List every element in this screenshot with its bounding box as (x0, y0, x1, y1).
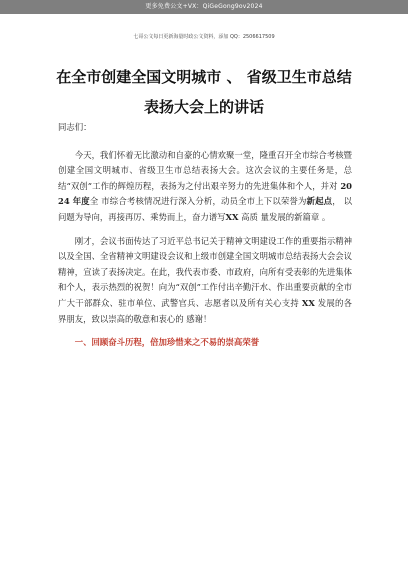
top-banner: 更多免费公文+VX：QiGeGong9ov2024 (0, 0, 408, 14)
p1-text-1: 今天，我们怀着无比激动和自豪的心情欢聚一堂，隆重召开全市综合考核暨创建全国文明城市、省级卫生市总结表扬大会。这次会议的主要任务是，总结“双创”工作的辉煌历程，表扬为之付出艰辛努力的先进集体和个人，并对 (58, 149, 352, 191)
p1-text-3: ， 以问题为导向，再接再厉、乘势而上，奋力谱写 (58, 196, 352, 222)
document-body (58, 120, 352, 351)
p1-start: 新起点 (306, 196, 333, 207)
p1-text-4: 高质 量发展的新篇章 。 (238, 211, 331, 222)
title-line-2: 表扬大会上的讲话 (143, 98, 264, 116)
p1-text-2: 全 市综合考核情况进行深入分析，动员全市上下以荣誉为 (89, 196, 307, 207)
p1-xx: XX (225, 211, 239, 222)
salutation: 同志们： (58, 122, 92, 132)
title-line-1: 在全市创建全国文明城市 、 省级卫生市总结 (56, 68, 352, 86)
document-title (30, 62, 378, 122)
paragraph-1 (58, 148, 352, 226)
p2-text-2: 发展的各界朋友，致以崇高的敬意和衷心的 感谢！ (58, 297, 352, 324)
section-heading-1: 一、回顾奋斗历程，倍加珍惜来之不易的崇高荣誉 (74, 337, 260, 348)
paragraph-2 (58, 234, 352, 328)
p1-year: 2024 年度 (58, 180, 352, 207)
header-note: 七哥公文每日更新海量时政公文资料，添加 QQ：2506617509 (133, 34, 275, 40)
p2-text-1: 刚才，会议书面传达了习近平总书记关于精神文明建设工作的重要指示精神以及全国、全省精神文明建设会议和上级市创建全国文明城市总结表扬大会会议精神，宣读了表扬决定。在此，我代表市委、市政府，向所有受表彰的先进集体和个人，表示热烈的祝贺！向为“双创”工作付出辛勤汗水、作出重要贡献的全市广大干部群众、驻市单位、武警官兵、志愿者以及所有关心支持 (58, 235, 352, 308)
p2-xx: XX (301, 297, 315, 308)
